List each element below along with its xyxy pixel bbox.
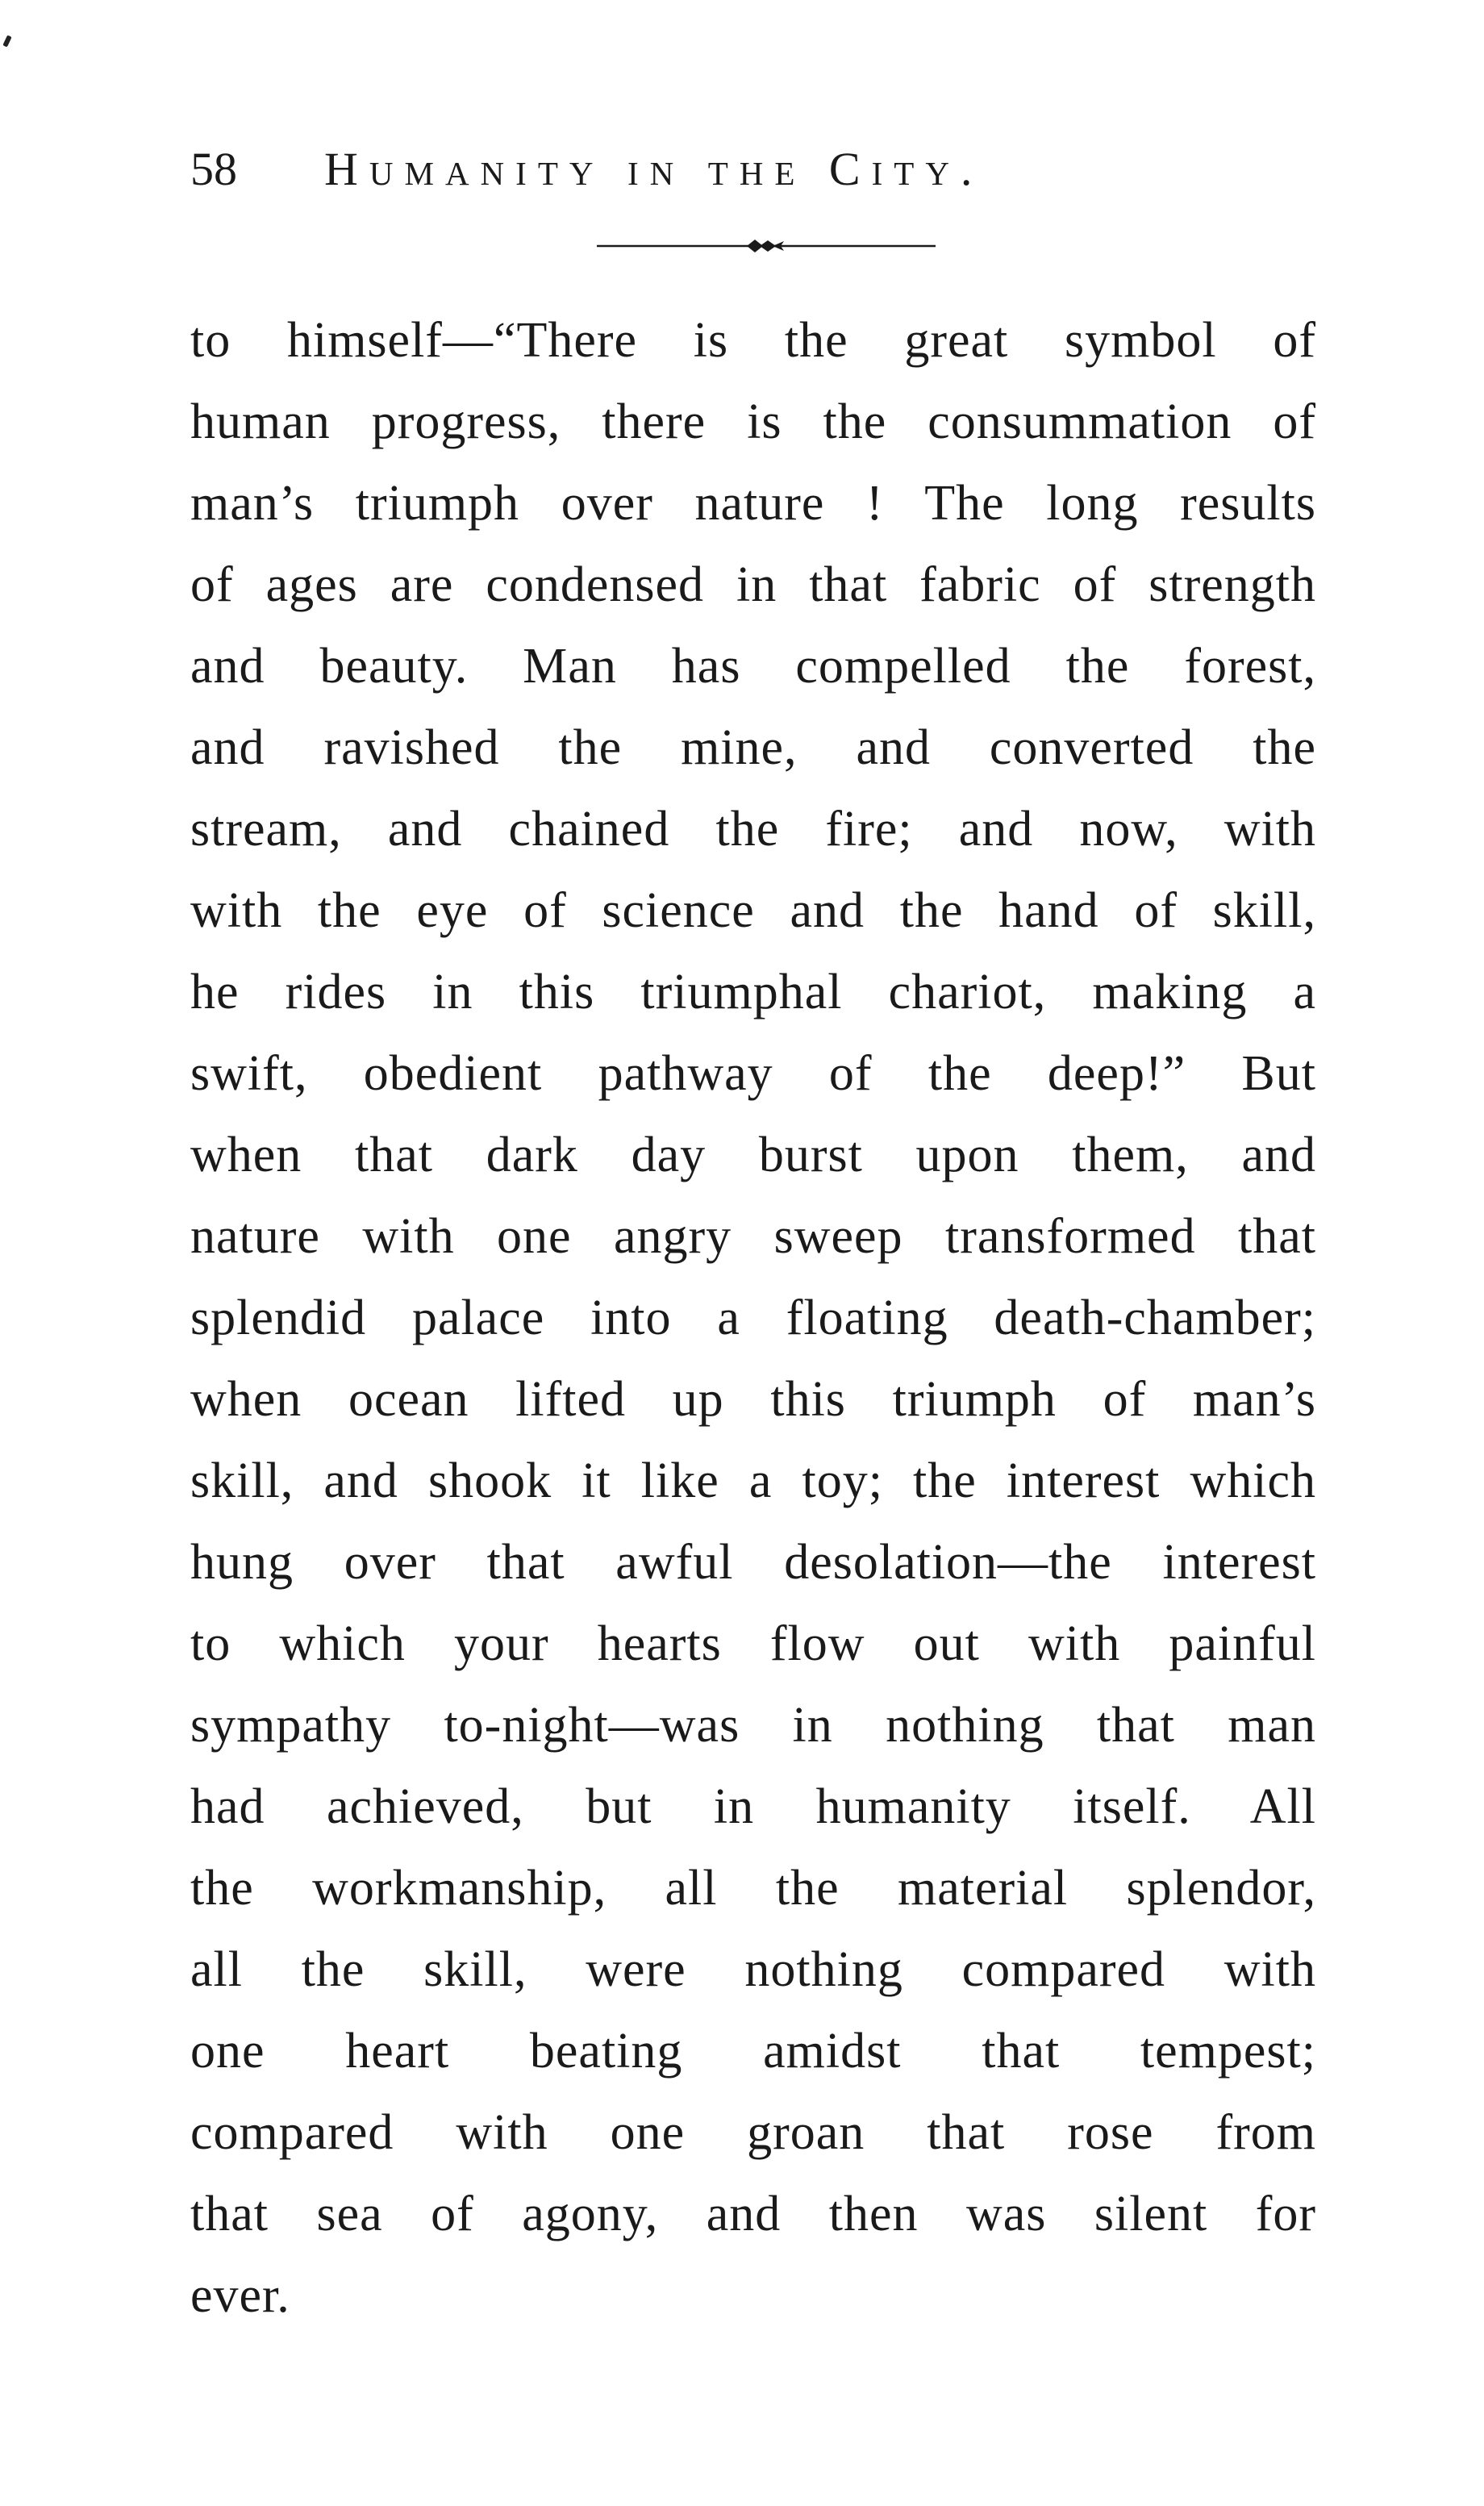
text-line: ever. [190,2268,290,2323]
text-line: and ravished the mine, and converted the [190,720,1316,775]
ink-speck [2,35,11,47]
text-line: man’s triumph over nature ! The long results [190,476,1316,531]
text-line: all the skill, were nothing compared with [190,1942,1316,1997]
ornamental-rule-icon [597,234,936,258]
text-line: with the eye of science and the hand of skill, [190,883,1316,938]
text-line: when ocean lifted up this triumph of man’s [190,1372,1316,1427]
text-line: to which your hearts flow out with painful [190,1616,1316,1671]
text-line: and beauty. Man has compelled the forest, [190,639,1316,694]
text-line: compared with one groan that rose from [190,2105,1316,2160]
text-line: of ages are condensed in that fabric of strength [190,557,1316,612]
text-line: hung over that awful desolation—the interest [190,1535,1316,1590]
text-line: that sea of agony, and then was silent for [190,2187,1316,2241]
text-line: one heart beating amidst that tempest; [190,2024,1316,2079]
running-title: Humanity in the City. [324,143,984,195]
running-head [190,137,1239,202]
body-text [190,300,1316,2337]
text-line: the workmanship, all the material splendor, [190,1861,1316,1916]
text-line: swift, obedient pathway of the deep!” But [190,1046,1316,1101]
text-line: when that dark day burst upon them, and [190,1128,1316,1182]
text-line: stream, and chained the fire; and now, with [190,802,1316,857]
text-line: to himself—“There is the great symbol of [190,313,1316,368]
text-line: he rides in this triumphal chariot, making a [190,965,1316,1019]
text-line: nature with one angry sweep transformed that [190,1209,1316,1264]
text-line: splendid palace into a floating death-chamber; [190,1291,1316,1345]
page-number: 58 [190,143,237,195]
text-line: sympathy to-night—was in nothing that man [190,1698,1316,1753]
text-line: human progress, there is the consummation of [190,394,1316,449]
text-line: had achieved, but in humanity itself. All [190,1779,1316,1834]
text-line: skill, and shook it like a toy; the interest which [190,1453,1316,1508]
